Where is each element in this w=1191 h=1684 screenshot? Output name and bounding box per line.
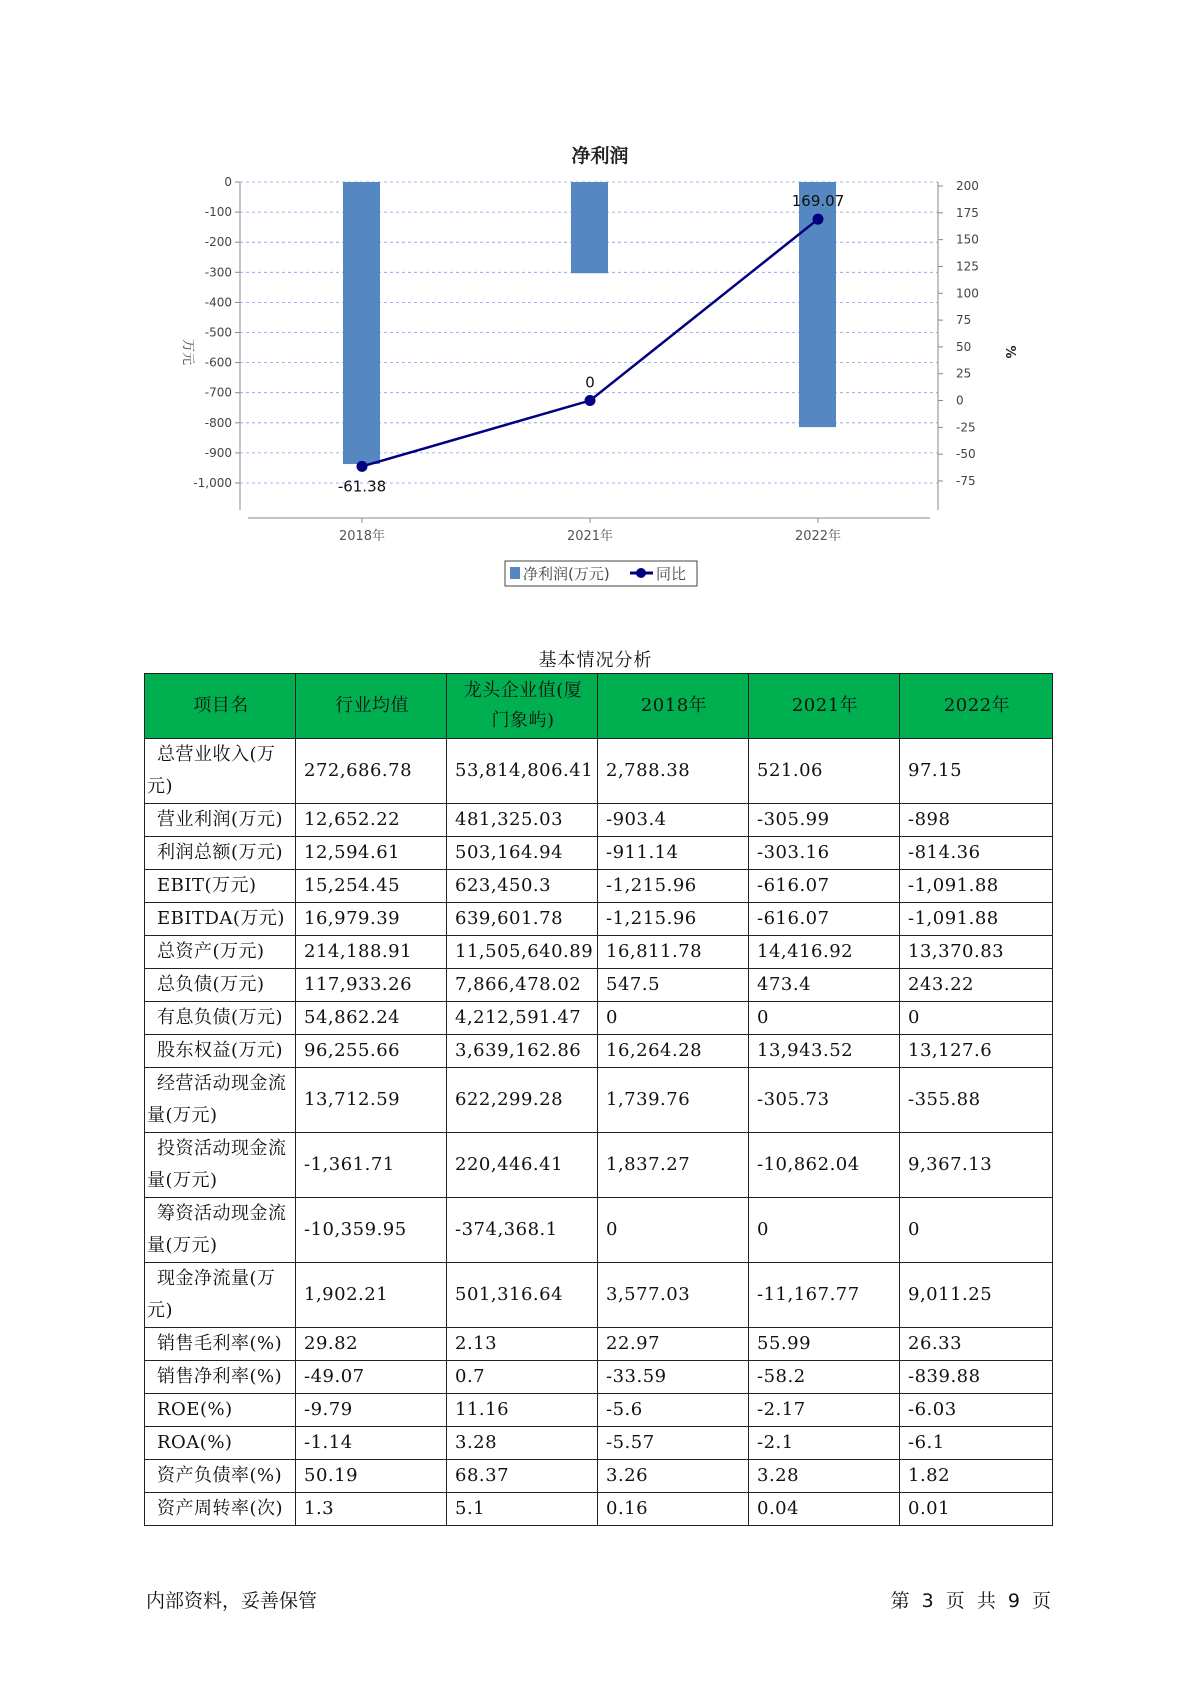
chart-legend (505, 561, 697, 586)
legend-bar-label: 净利润(万元) (523, 565, 610, 583)
value-cell: 0 (598, 1198, 749, 1263)
x-tick-label: 2022年 (794, 529, 842, 544)
value-cell: 2.13 (447, 1328, 598, 1361)
table-row (145, 1068, 1053, 1133)
value-cell: 11.16 (447, 1394, 598, 1427)
value-cell: 68.37 (447, 1460, 598, 1493)
value-cell: 4,212,591.47 (447, 1002, 598, 1035)
header-cell: 行业均值 (296, 674, 447, 739)
row-label-cell: 销售毛利率(%) (145, 1328, 296, 1361)
y-tick-label-right: 50 (956, 339, 972, 354)
value-cell: 13,370.83 (900, 936, 1053, 969)
y-tick-label-right: -25 (956, 420, 976, 435)
value-cell: 2,788.38 (598, 739, 749, 804)
value-cell: 54,862.24 (296, 1002, 447, 1035)
net-profit-chart (0, 0, 1191, 600)
value-cell: -374,368.1 (447, 1198, 598, 1263)
value-cell: 9,011.25 (900, 1263, 1053, 1328)
value-cell: 547.5 (598, 969, 749, 1002)
y-tick-label-right: 175 (956, 205, 979, 220)
value-cell: 0 (900, 1198, 1053, 1263)
value-cell: -814.36 (900, 837, 1053, 870)
value-cell: 0.16 (598, 1493, 749, 1526)
value-cell: 16,979.39 (296, 903, 447, 936)
value-cell: 272,686.78 (296, 739, 447, 804)
y-axis-label-right: % (1002, 345, 1017, 359)
value-cell: 14,416.92 (749, 936, 900, 969)
value-cell: -305.99 (749, 804, 900, 837)
y-tick-label-right: 200 (956, 179, 979, 193)
value-cell: 3.26 (598, 1460, 749, 1493)
basic-analysis-table (144, 673, 1053, 1526)
table-header-row (145, 674, 1053, 739)
row-label-cell: 总营业收入(万元) (145, 739, 296, 804)
y-tick-label-left: -200 (204, 235, 232, 250)
value-cell: 3.28 (447, 1427, 598, 1460)
value-cell: 0 (749, 1198, 900, 1263)
value-cell: 12,594.61 (296, 837, 447, 870)
table-row (145, 804, 1053, 837)
row-label-cell: EBITDA(万元) (145, 903, 296, 936)
table-row (145, 1263, 1053, 1328)
value-cell: 22.97 (598, 1328, 749, 1361)
yoy-data-label: 0 (585, 373, 595, 392)
value-cell: 623,450.3 (447, 870, 598, 903)
value-cell: 97.15 (900, 739, 1053, 804)
row-label-cell: 销售净利率(%) (145, 1361, 296, 1394)
value-cell: 3.28 (749, 1460, 900, 1493)
value-cell: -6.03 (900, 1394, 1053, 1427)
value-cell: 13,127.6 (900, 1035, 1053, 1068)
row-label-cell: 股东权益(万元) (145, 1035, 296, 1068)
header-cell: 项目名 (145, 674, 296, 739)
row-label-cell: 现金净流量(万元) (145, 1263, 296, 1328)
value-cell: -898 (900, 804, 1053, 837)
table-row (145, 870, 1053, 903)
y-tick-label-right: 25 (956, 366, 972, 381)
y-tick-label-left: -800 (204, 415, 232, 430)
row-label-cell: 总负债(万元) (145, 969, 296, 1002)
value-cell: 639,601.78 (447, 903, 598, 936)
table-row (145, 1002, 1053, 1035)
value-cell: 5.1 (447, 1493, 598, 1526)
value-cell: -2.17 (749, 1394, 900, 1427)
x-tick-label: 2021年 (566, 529, 614, 544)
row-label-cell: 总资产(万元) (145, 936, 296, 969)
value-cell: 7,866,478.02 (447, 969, 598, 1002)
value-cell: -10,359.95 (296, 1198, 447, 1263)
row-label-cell: 资产周转率(次) (145, 1493, 296, 1526)
table-row (145, 1328, 1053, 1361)
value-cell: -5.57 (598, 1427, 749, 1460)
value-cell: 0 (749, 1002, 900, 1035)
y-tick-label-left: -400 (204, 295, 232, 310)
row-label-cell: 利润总额(万元) (145, 837, 296, 870)
value-cell: 220,446.41 (447, 1133, 598, 1198)
value-cell: -911.14 (598, 837, 749, 870)
value-cell: 0 (900, 1002, 1053, 1035)
value-cell: 243.22 (900, 969, 1053, 1002)
x-tick-label: 2018年 (338, 529, 386, 544)
value-cell: 9,367.13 (900, 1133, 1053, 1198)
row-label-cell: 投资活动现金流量(万元) (145, 1133, 296, 1198)
value-cell: -33.59 (598, 1361, 749, 1394)
value-cell: -1,215.96 (598, 870, 749, 903)
value-cell: -355.88 (900, 1068, 1053, 1133)
header-cell: 龙头企业值(厦门象屿) (447, 674, 598, 739)
y-tick-label-left: -700 (204, 385, 232, 400)
value-cell: 1,837.27 (598, 1133, 749, 1198)
table-row (145, 1427, 1053, 1460)
value-cell: -58.2 (749, 1361, 900, 1394)
table-row (145, 1198, 1053, 1263)
table-body (145, 739, 1053, 1526)
value-cell: 16,264.28 (598, 1035, 749, 1068)
value-cell: 214,188.91 (296, 936, 447, 969)
header-cell: 2018年 (598, 674, 749, 739)
value-cell: 1.3 (296, 1493, 447, 1526)
value-cell: 26.33 (900, 1328, 1053, 1361)
y-tick-label-right: -75 (956, 474, 976, 488)
row-label-cell: EBIT(万元) (145, 870, 296, 903)
value-cell: 1,902.21 (296, 1263, 447, 1328)
row-label-cell: 有息负债(万元) (145, 1002, 296, 1035)
value-cell: -616.07 (749, 903, 900, 936)
table-title: 基本情况分析 (538, 650, 653, 671)
legend-line-swatch (636, 568, 646, 578)
bar-net-profit-2018年 (343, 182, 380, 464)
row-label-cell: 筹资活动现金流量(万元) (145, 1198, 296, 1263)
value-cell: 501,316.64 (447, 1263, 598, 1328)
table-row (145, 903, 1053, 936)
table-row (145, 1133, 1053, 1198)
row-label-cell: ROE(%) (145, 1394, 296, 1427)
value-cell: 53,814,806.41 (447, 739, 598, 804)
value-cell: 13,943.52 (749, 1035, 900, 1068)
row-label-cell: 营业利润(万元) (145, 804, 296, 837)
value-cell: -616.07 (749, 870, 900, 903)
footer-confidential-note: 内部资料，妥善保管 (146, 1590, 318, 1612)
value-cell: 503,164.94 (447, 837, 598, 870)
value-cell: 622,299.28 (447, 1068, 598, 1133)
table-row (145, 1361, 1053, 1394)
value-cell: 1.82 (900, 1460, 1053, 1493)
value-cell: 117,933.26 (296, 969, 447, 1002)
yoy-data-label: 169.07 (791, 192, 845, 211)
value-cell: 1,739.76 (598, 1068, 749, 1133)
y-tick-label-left: -500 (204, 325, 232, 340)
bar-net-profit-2021年 (571, 182, 608, 273)
value-cell: 0.01 (900, 1493, 1053, 1526)
value-cell: -11,167.77 (749, 1263, 900, 1328)
y-tick-label-right: 100 (956, 286, 979, 301)
value-cell: 16,811.78 (598, 936, 749, 969)
value-cell: 12,652.22 (296, 804, 447, 837)
y-tick-label-left: 0 (224, 175, 232, 189)
value-cell: 3,577.03 (598, 1263, 749, 1328)
value-cell: -6.1 (900, 1427, 1053, 1460)
value-cell: -303.16 (749, 837, 900, 870)
value-cell: -305.73 (749, 1068, 900, 1133)
chart-bars (343, 182, 836, 464)
value-cell: 29.82 (296, 1328, 447, 1361)
value-cell: -839.88 (900, 1361, 1053, 1394)
value-cell: -1,215.96 (598, 903, 749, 936)
chart-title: 净利润 (571, 145, 629, 167)
row-label-cell: ROA(%) (145, 1427, 296, 1460)
table-row (145, 1035, 1053, 1068)
row-label-cell: 资产负债率(%) (145, 1460, 296, 1493)
value-cell: 55.99 (749, 1328, 900, 1361)
footer-page-number: 第 3 页 共 9 页 (890, 1590, 1051, 1612)
header-cell: 2021年 (749, 674, 900, 739)
value-cell: -2.1 (749, 1427, 900, 1460)
table-row (145, 739, 1053, 804)
yoy-data-label: -61.38 (337, 477, 387, 496)
table-row (145, 1460, 1053, 1493)
y-tick-label-left: -600 (204, 355, 232, 370)
value-cell: 96,255.66 (296, 1035, 447, 1068)
row-label-cell: 经营活动现金流量(万元) (145, 1068, 296, 1133)
value-cell: -1,091.88 (900, 903, 1053, 936)
table-row (145, 1394, 1053, 1427)
value-cell: 0.04 (749, 1493, 900, 1526)
legend-line-label: 同比 (656, 565, 687, 583)
y-tick-label-right: -50 (956, 447, 976, 462)
value-cell: -1,361.71 (296, 1133, 447, 1198)
y-tick-label-left: -300 (204, 265, 232, 280)
value-cell: -9.79 (296, 1394, 447, 1427)
value-cell: 13,712.59 (296, 1068, 447, 1133)
yoy-point-2018年 (357, 461, 368, 472)
value-cell: 473.4 (749, 969, 900, 1002)
value-cell: -1.14 (296, 1427, 447, 1460)
table-row (145, 1493, 1053, 1526)
y-tick-label-right: 0 (956, 393, 964, 408)
value-cell: 3,639,162.86 (447, 1035, 598, 1068)
value-cell: -10,862.04 (749, 1133, 900, 1198)
value-cell: 0.7 (447, 1361, 598, 1394)
value-cell: 15,254.45 (296, 870, 447, 903)
y-tick-label-left: -100 (204, 205, 232, 220)
y-tick-label-right: 75 (956, 313, 972, 328)
value-cell: 481,325.03 (447, 804, 598, 837)
value-cell: 0 (598, 1002, 749, 1035)
value-cell: 521.06 (749, 739, 900, 804)
y-tick-label-right: 125 (956, 259, 979, 274)
value-cell: -1,091.88 (900, 870, 1053, 903)
value-cell: 11,505,640.89 (447, 936, 598, 969)
yoy-point-2021年 (585, 395, 596, 406)
yoy-point-2022年 (813, 214, 824, 225)
table-row (145, 936, 1053, 969)
value-cell: -49.07 (296, 1361, 447, 1394)
y-tick-label-right: 150 (956, 232, 979, 247)
legend-bar-swatch (510, 567, 520, 579)
value-cell: -5.6 (598, 1394, 749, 1427)
value-cell: 50.19 (296, 1460, 447, 1493)
table-row (145, 837, 1053, 870)
header-cell: 2022年 (900, 674, 1053, 739)
table-row (145, 969, 1053, 1002)
value-cell: -903.4 (598, 804, 749, 837)
y-tick-label-left: -1,000 (193, 476, 232, 490)
y-axis-label-left: 万元 (180, 338, 195, 366)
y-tick-label-left: -900 (204, 445, 232, 460)
